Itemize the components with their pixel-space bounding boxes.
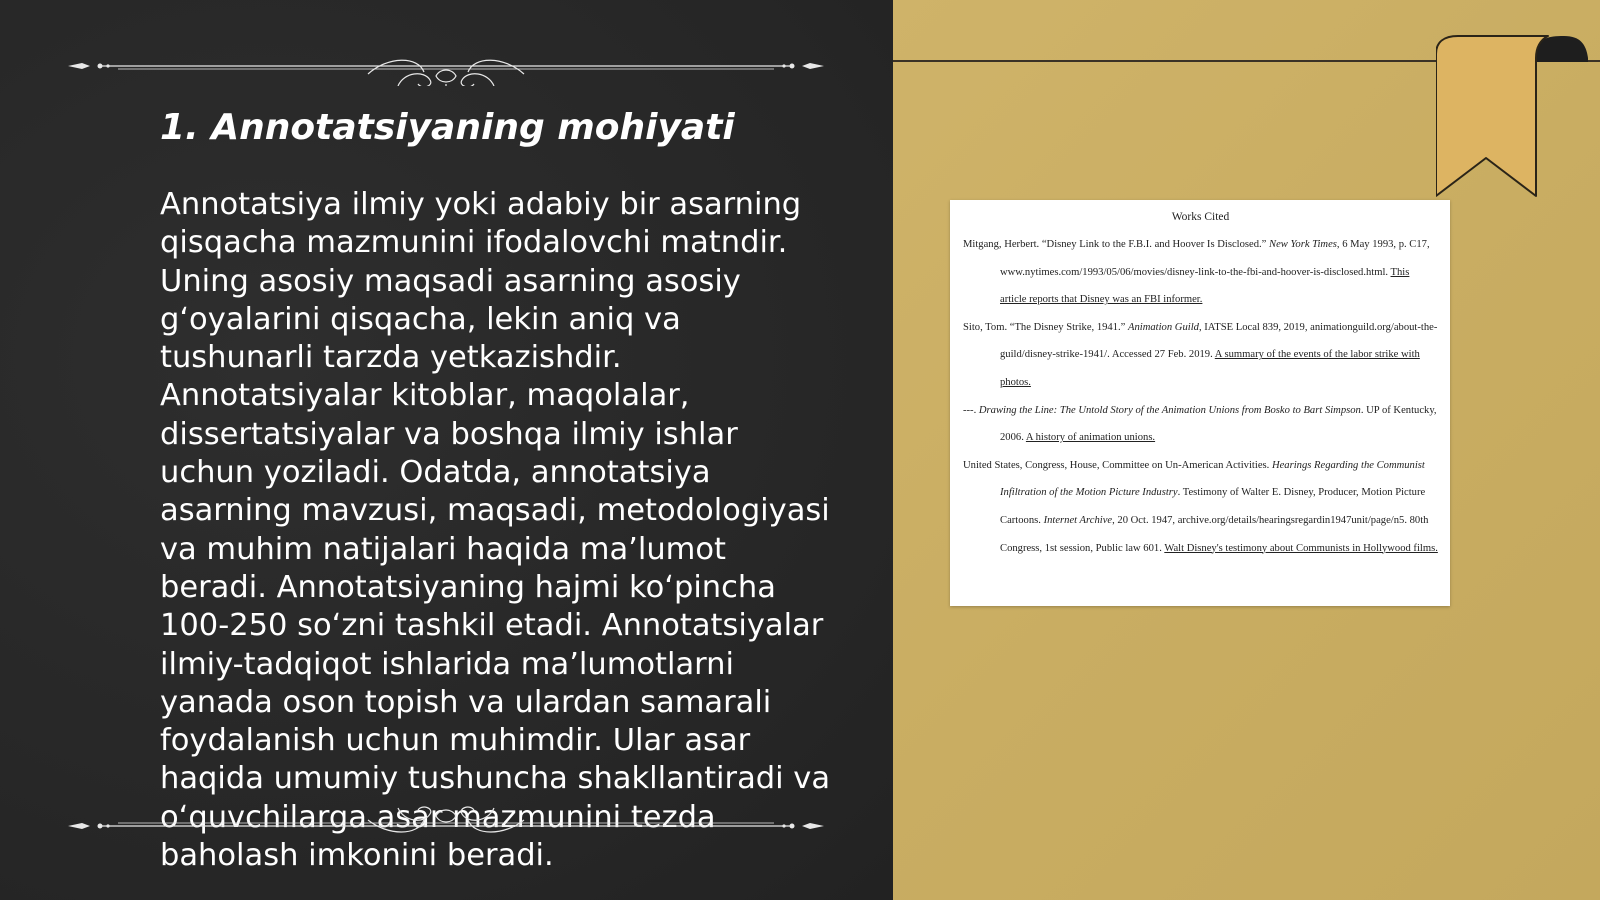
works-cited-image (950, 200, 1450, 606)
citation-annotation: A summary of the events of the labor strike with photos. (1000, 349, 1420, 388)
citation-entry (963, 314, 1438, 397)
works-cited-heading: Works Cited (1171, 211, 1230, 223)
citation-container: New York Times (1269, 239, 1337, 250)
citation-container: Drawing the Line: The Untold Story of the Animation Unions from Bosko to Bart Simpson (978, 404, 1361, 416)
slide-title: 1. Annotatsiyaning mohiyati (160, 107, 735, 148)
body-text: Annotatsiya ilmiy yoki adabiy bir asarning qisqacha mazmunini ifodalovchi matndir. Uning asosiy maqsadi asarning asosiy gʻoyalarini qisqacha, lekin aniq va tushunarli tarzda yetkazishdir. Annotatsiyalar kitoblar, maqolalar, dissertatsiyalar va boshqa ilmiy ishlar uchun yoziladi. Odatda, annotatsiya asarning mavzusi, maqsadi, metodologiyasi va muhim natijalari haqida ma’lumot beradi. Annotatsiyaning hajmi koʻpincha 100-250 soʻzni tashkil etadi. Annotatsiyalar ilmiy-tadqiqot ishlarida ma’lumotlarni yanada oson topish va ulardan samarali foydalanish uchun muhimdir. Ular asar haqida umumiy tushuncha shakllantiradi va oʻquvchilarga asar mazmunini tezda baholash imkonini beradi. (160, 187, 831, 874)
citation-container: Hearings Regarding the Communist Infiltration of the Motion Picture Industry (1000, 459, 1425, 499)
bottom-ornament-divider (68, 806, 824, 846)
citation-text: , IATSE Local 839, 2019, animationguild.org/about-the-guild/disney-strike-1941/. Accessed 27 Feb. 2019. (1000, 321, 1438, 361)
citation-entry (963, 231, 1438, 314)
top-ornament-divider (68, 46, 824, 86)
citation-text: , 6 May 1993, p. C17, www.nytimes.com/1993/05/06/movies/disney-link-to-the-fbi-and-hoover-is-disclosed.html. (1000, 239, 1430, 278)
citation-text: , 20 Oct. 1947, archive.org/details/hearingsregardin1947unit/page/n5. 80th Congress, 1st session, Public law 601. (1000, 514, 1429, 554)
citation-text: Sito, Tom. “The Disney Strike, 1941.” (963, 321, 1129, 333)
citation-annotation: This article reports that Disney was an FBI informer. (1000, 266, 1410, 306)
citation-text: ---. (963, 404, 979, 416)
citation-container: Animation Guild (1128, 321, 1199, 333)
citation-container: Internet Archive (1043, 514, 1113, 526)
citation-entry (963, 452, 1438, 562)
citation-annotation: A history of animation unions. (1025, 432, 1156, 444)
bookmark-ribbon (1436, 34, 1588, 200)
citation-entry (963, 397, 1438, 452)
citation-annotation: Walt Disney's testimony about Communists in Hollywood films. (1164, 542, 1438, 554)
citation-text: United States, Congress, House, Committee on Un-American Activities. (963, 459, 1272, 471)
citation-text: Mitgang, Herbert. “Disney Link to the F.B.I. and Hoover Is Disclosed.” (963, 239, 1270, 250)
citation-text: . UP of Kentucky, 2006. (1000, 404, 1437, 444)
citation-text: . Testimony of Walter E. Disney, Producer, Motion Picture Cartoons. (1000, 487, 1426, 526)
